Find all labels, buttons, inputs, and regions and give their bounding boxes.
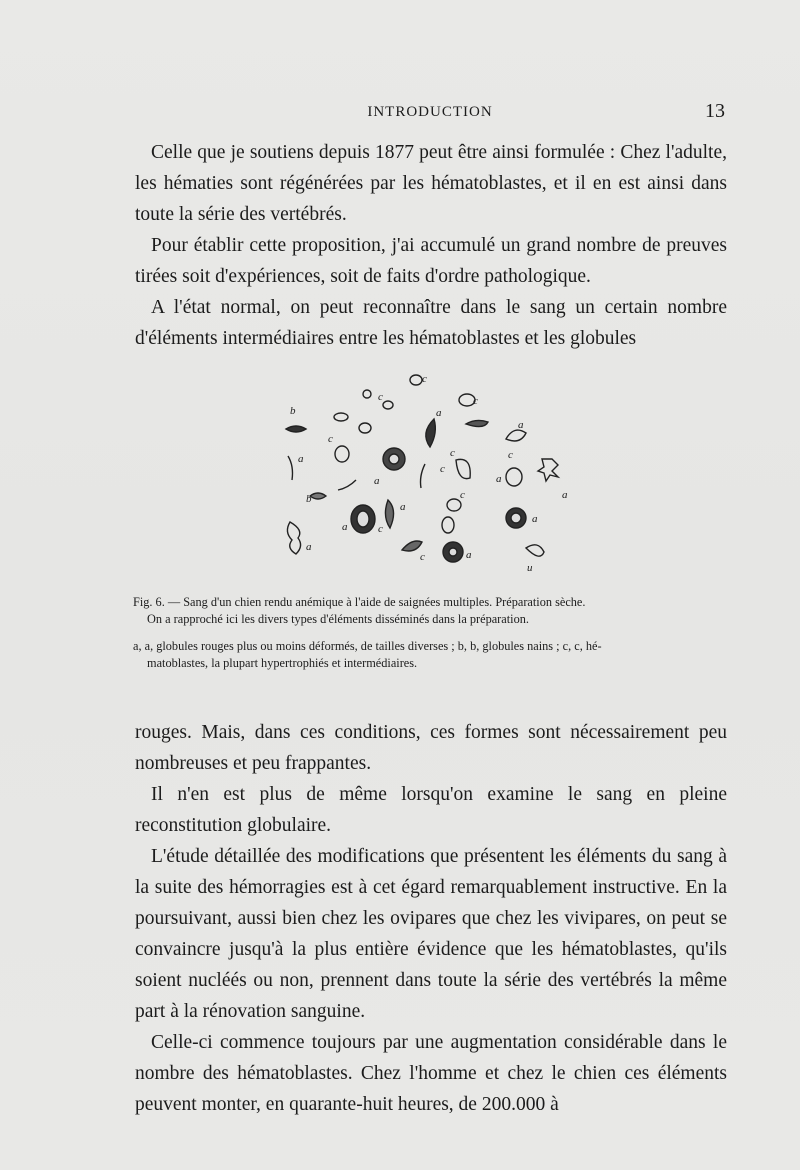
legend-line: a, a, globules rouges plus ou moins déformés, de tailles diverses ; b, b, globules nains ; c, c, hé- bbox=[133, 639, 602, 653]
figure-label: a bbox=[496, 473, 502, 485]
paragraph: L'étude détaillée des modifications que présentent les éléments du sang à la suite des hémorragies est à cet égard remarquablement instructive. En la poursuivant, aussi bien chez les ovipares que chez les vivipares, on peut se convaincre jusqu'à la plus entière évidence que les hématoblastes, qu'ils soient nucléés ou non, prennent dans toute la série des vertébrés la même part à la rénovation sanguine. bbox=[135, 846, 727, 1022]
running-title: INTRODUCTION bbox=[367, 104, 493, 120]
figure-label: a bbox=[374, 475, 380, 487]
figure-label: c bbox=[508, 449, 513, 461]
paragraph: rouges. Mais, dans ces conditions, ces formes sont nécessairement peu nombreuses et peu frappantes. bbox=[135, 722, 727, 774]
paragraph: Il n'en est plus de même lorsqu'on examine le sang en pleine reconstitution globulaire. bbox=[135, 784, 727, 836]
figure-label: b bbox=[306, 493, 312, 505]
paragraph: Pour établir cette proposition, j'ai accumulé un grand nombre de preuves tirées soit d'expériences, soit de faits d'ordre pathologique. bbox=[135, 235, 727, 287]
running-head bbox=[135, 100, 725, 126]
figure-label: a bbox=[400, 501, 406, 513]
figure-label: a bbox=[306, 541, 312, 553]
caption-line: Fig. 6. — Sang d'un chien rendu anémique à l'aide de saignées multiples. Préparation sèche. bbox=[133, 595, 586, 609]
figure-label: u bbox=[527, 562, 533, 574]
paragraph: A l'état normal, on peut reconnaître dans le sang un certain nombre d'éléments intermédiaires entre les hématoblastes et les globules bbox=[135, 297, 727, 349]
figure-label: c bbox=[328, 433, 333, 445]
figure-label: a bbox=[466, 549, 472, 561]
figure-label: c bbox=[460, 489, 465, 501]
text-block-bottom bbox=[135, 717, 727, 1120]
figure-label: a bbox=[436, 407, 442, 419]
figure-label: a bbox=[532, 513, 538, 525]
figure-label: c bbox=[378, 523, 383, 535]
legend-line: matoblastes, la plupart hypertrophiés et intermédiaires. bbox=[147, 656, 418, 670]
figure-label: a bbox=[298, 453, 304, 465]
figure-label: c bbox=[420, 551, 425, 563]
figure-label: a bbox=[562, 489, 568, 501]
figure-label: c bbox=[378, 391, 383, 403]
figure-label: a bbox=[518, 419, 524, 431]
figure-legend bbox=[133, 638, 731, 672]
paragraph: Celle que je soutiens depuis 1877 peut être ainsi formulée : Chez l'adulte, les hématies sont régénérées par les hématoblastes, et il en est ainsi dans toute la série des vertébrés. bbox=[135, 142, 727, 225]
page-number: 13 bbox=[705, 100, 725, 122]
figure-label: c bbox=[450, 447, 455, 459]
figure-label: a bbox=[342, 521, 348, 533]
figure-caption bbox=[133, 594, 731, 672]
text-block-top bbox=[135, 137, 727, 354]
blood-cells-figure bbox=[270, 372, 590, 582]
figure-label: c bbox=[422, 373, 427, 385]
blood-cells-drawing bbox=[270, 372, 590, 582]
caption-line: On a rapproché ici les divers types d'éléments disséminés dans la préparation. bbox=[147, 612, 529, 626]
figure-label: c bbox=[473, 395, 478, 407]
figure-label: b bbox=[290, 405, 296, 417]
figure-label: c bbox=[440, 463, 445, 475]
paragraph: Celle-ci commence toujours par une augmentation considérable dans le nombre des hématoblastes. Chez l'homme et chez le chien ces éléments peuvent monter, en quarante-huit heures, de 200.000 à bbox=[135, 1032, 727, 1115]
